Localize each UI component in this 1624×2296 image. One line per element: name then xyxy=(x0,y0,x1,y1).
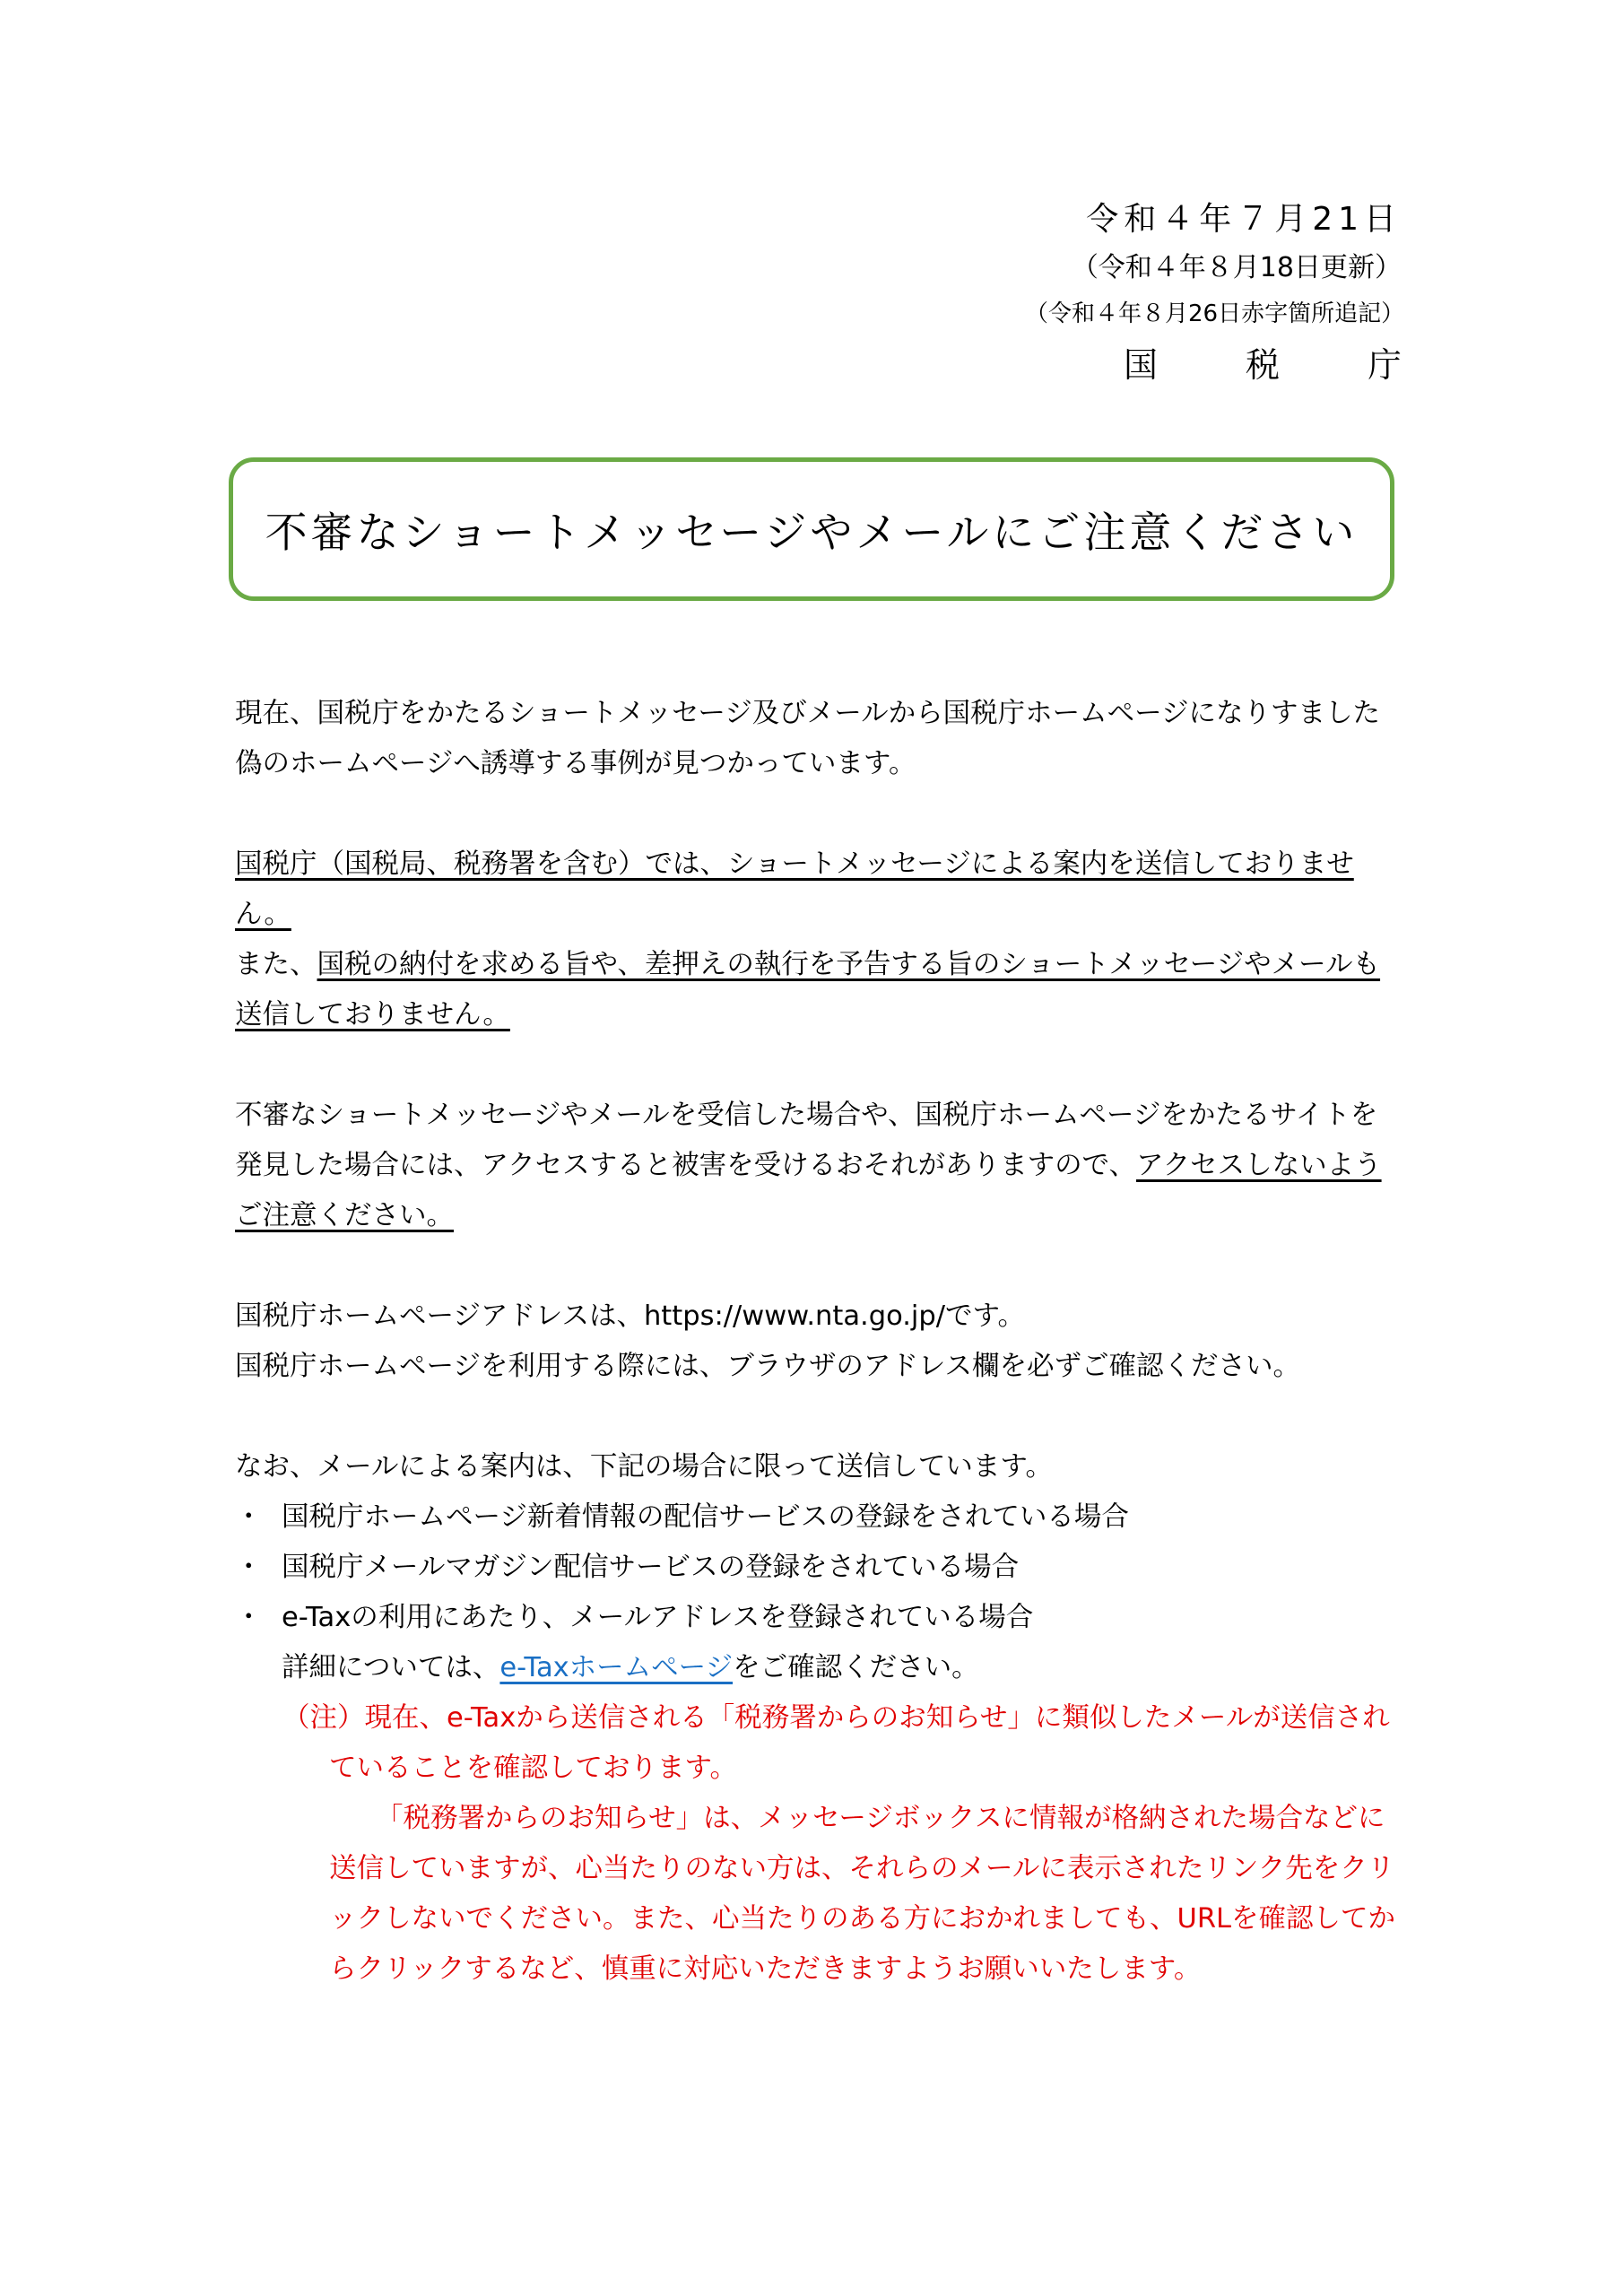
list-item xyxy=(235,1492,1403,1543)
agency-char-2: 税 xyxy=(1245,344,1280,385)
paragraph-no-sms xyxy=(235,839,1403,940)
list-item-text: 国税庁ホームページ新着情報の配信サービスの登録をされている場合 xyxy=(282,1501,1129,1533)
etax-homepage-link[interactable]: e-Taxホームページ xyxy=(499,1652,734,1683)
issue-date: 令和４年７月21日 xyxy=(1086,201,1402,238)
do-not-access-warning: アクセスしないようご注意ください。 xyxy=(235,1150,1382,1231)
document-title: 不審なショートメッセージやメールにご注意ください xyxy=(229,457,1394,601)
bullet: ・ xyxy=(235,1501,263,1533)
update-date: （令和４年８月18日更新） xyxy=(1071,252,1402,284)
etax-detail xyxy=(235,1643,1403,1693)
bullet: ・ xyxy=(235,1552,263,1583)
agency-char-1: 国 xyxy=(1124,344,1159,385)
paragraph-do-not-access xyxy=(235,1091,1403,1241)
red-note-2: 「税務署からのお知らせ」は、メッセージボックスに情報が格納された場合などに送信していますが、心当たりのない方は、それらのメールに表示されたリンク先をクリックしないでください。また、心当たりのある方におかれましても、URLを確認してからクリックするなど、慎重に対応いただきますようお願いいたします。 xyxy=(329,1803,1396,1985)
no-payment-statement: 国税の納付を求める旨や、差押えの執行を予告する旨のショートメッセージやメールも送信しておりません。 xyxy=(235,949,1381,1031)
bullet: ・ xyxy=(235,1602,263,1633)
email-cases-intro: なお、メールによる案内は、下記の場合に限って送信しています。 xyxy=(235,1451,1053,1483)
list-item-text: e-Taxの利用にあたり、メールアドレスを登録されている場合 xyxy=(282,1602,1034,1633)
detail-suffix: をご確認ください。 xyxy=(733,1652,979,1683)
official-address: 国税庁ホームページアドレスは、https://www.nta.go.jp/です。 xyxy=(235,1300,1026,1332)
agency-char-3: 庁 xyxy=(1367,344,1402,385)
list-item xyxy=(235,1543,1403,1593)
document-body xyxy=(235,689,1403,1995)
also-prefix: また、 xyxy=(235,949,317,980)
paragraph-phishing-notice: 現在、国税庁をかたるショートメッセージ及びメールから国税庁ホームページになりすました偽のホームページへ誘導する事例が見つかっています。 xyxy=(235,698,1381,779)
agency-name xyxy=(1025,342,1402,389)
paragraph-no-payment-request xyxy=(235,940,1403,1040)
list-item-text: 国税庁メールマガジン配信サービスの登録をされている場合 xyxy=(282,1552,1020,1583)
suspicious-message-text: 不審なショートメッセージやメールを受信した場合や、国税庁ホームページをかたるサイトを発見した場合には、アクセスすると被害を受けるおそれがありますので、 xyxy=(235,1100,1378,1181)
list-item xyxy=(235,1593,1403,1643)
no-sms-statement: 国税庁（国税局、税務署を含む）では、ショートメッセージによる案内を送信しておりません。 xyxy=(235,848,1354,930)
document-header xyxy=(1025,197,1405,389)
addendum-note: （令和４年８月26日赤字箇所追記） xyxy=(1025,300,1405,328)
check-address-bar: 国税庁ホームページを利用する際には、ブラウザのアドレス欄を必ずご確認ください。 xyxy=(235,1351,1300,1382)
email-cases-list xyxy=(235,1492,1403,1643)
red-note-1: （注）現在、e-Taxから送信される「税務署からのお知らせ」に類似したメールが送信されていることを確認しております。 xyxy=(282,1702,1390,1784)
detail-prefix: 詳細については、 xyxy=(282,1652,500,1683)
